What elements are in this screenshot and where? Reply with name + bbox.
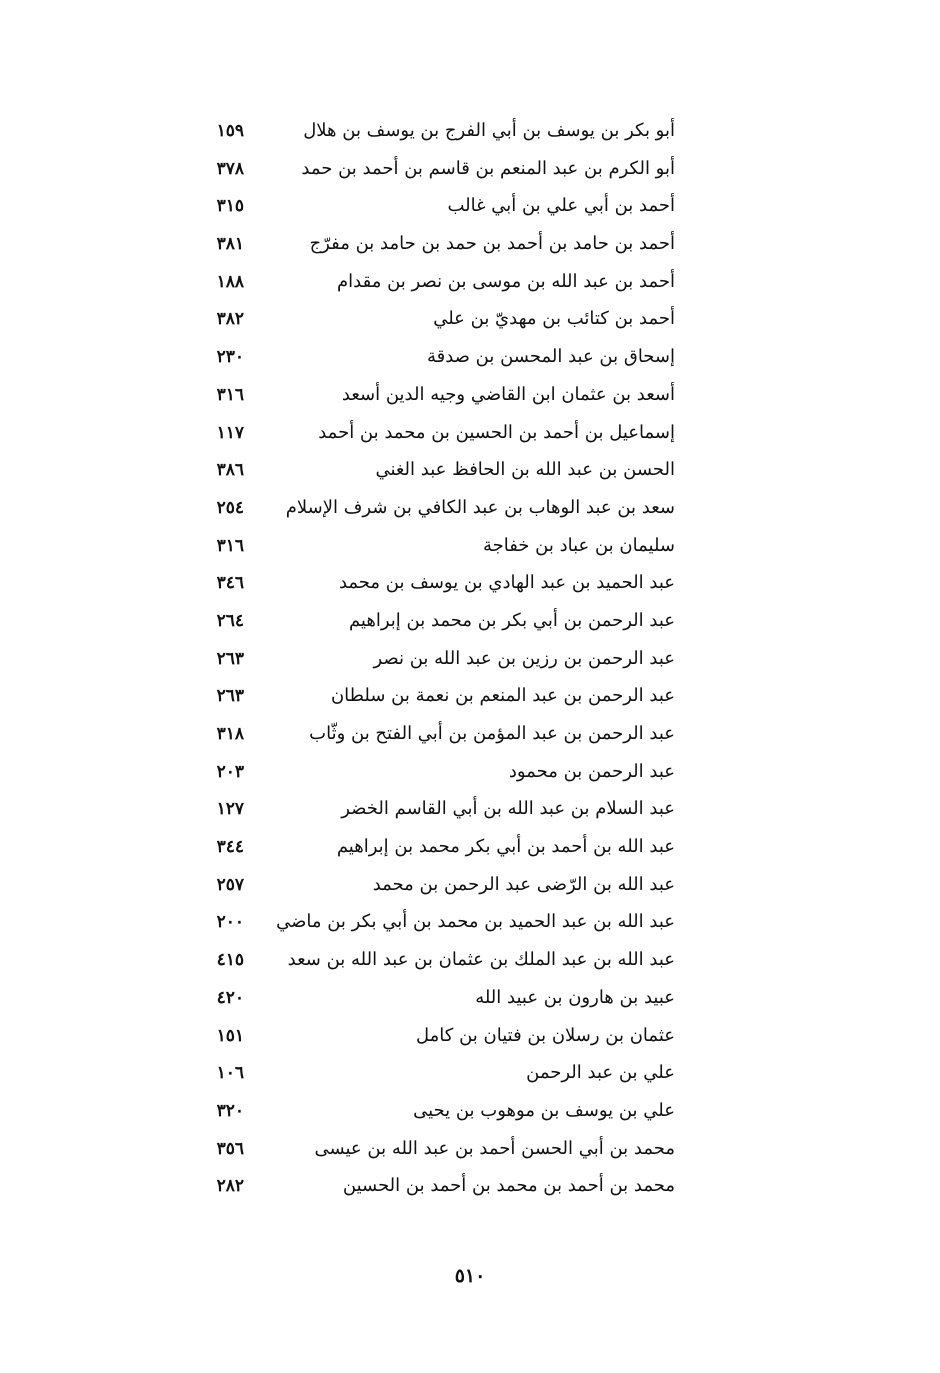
- entry-page-number: ٣٢٠: [216, 1100, 244, 1121]
- entry-page-number: ٢٣٠: [216, 347, 244, 368]
- entry-name: عثمان بن رسلان بن فتيان بن كامل: [416, 1024, 675, 1046]
- entry-name: عبد الحميد بن عبد الهادي بن يوسف بن محمد: [338, 572, 675, 594]
- entry-page-number: ٣٨١: [216, 234, 244, 255]
- entry-name: أحمد بن كتائب بن مهديّ بن علي: [433, 308, 675, 330]
- entry-page-number: ٣١٨: [216, 724, 244, 744]
- entry-name: عبد الرحمن بن رزين بن عبد الله بن نصر: [373, 647, 675, 669]
- index-entry: [200, 338, 675, 376]
- entry-name: علي بن عبد الرحمن: [526, 1062, 675, 1084]
- entry-page-number: ٣٨٦: [216, 460, 244, 481]
- entry-page-number: ٤٢٠: [216, 987, 244, 1008]
- index-entry: [200, 187, 675, 225]
- entry-page-number: ٢٥٧: [216, 874, 244, 895]
- index-entry: [200, 489, 675, 527]
- entry-page-number: ٢٨٢: [216, 1176, 244, 1197]
- page-number: ٥١٠: [454, 1265, 486, 1287]
- index-entry: [200, 1054, 675, 1092]
- entry-name: سليمان بن عباد بن خفاجة: [482, 534, 675, 556]
- index-list: [200, 112, 675, 1205]
- entry-name: محمد بن أبي الحسن أحمد بن عبد الله بن عيسى: [314, 1137, 675, 1159]
- entry-page-number: ٢٦٣: [216, 648, 244, 669]
- entry-page-number: ٢٦٤: [216, 610, 244, 631]
- entry-page-number: ٢٠٠: [216, 912, 244, 933]
- index-entry: [200, 1017, 675, 1055]
- entry-name: أبو الكرم بن عبد المنعم بن قاسم بن أحمد بن حمد: [301, 157, 675, 179]
- entry-name: عبد الله بن عبد الحميد بن محمد بن أبي بكر بن ماضي: [276, 911, 675, 933]
- entry-page-number: ٢٠٣: [216, 761, 244, 782]
- entry-name: أحمد بن أبي علي بن أبي غالب: [447, 195, 675, 217]
- entry-page-number: ٣١٥: [216, 196, 244, 217]
- entry-name: إسماعيل بن أحمد بن الحسين بن محمد بن أحمد: [318, 421, 675, 443]
- entry-name: علي بن يوسف بن موهوب بن يحيى: [413, 1099, 675, 1121]
- index-entry: [200, 414, 675, 452]
- entry-page-number: ٣٤٤: [216, 837, 244, 858]
- entry-name: سعد بن عبد الوهاب بن عبد الكافي بن شرف الإسلام: [285, 496, 675, 518]
- entry-name: محمد بن أحمد بن محمد بن أحمد بن الحسين: [342, 1175, 675, 1197]
- index-entry: [200, 1092, 675, 1130]
- entry-name: عبد الرحمن بن محمود: [508, 760, 675, 782]
- index-entry: [200, 263, 675, 301]
- entry-name: عبد الله بن الرّضى عبد الرحمن بن محمد: [372, 873, 675, 895]
- index-entry: [200, 376, 675, 414]
- index-entry: [200, 640, 675, 678]
- entry-page-number: ١٨٨: [216, 271, 244, 292]
- index-entry: [200, 753, 675, 791]
- entry-page-number: ١١٧: [216, 422, 244, 443]
- entry-page-number: ١٢٧: [216, 799, 244, 820]
- entry-name: الحسن بن عبد الله بن الحافظ عبد الغني: [375, 459, 675, 481]
- index-entry: [200, 866, 675, 904]
- index-entry: [200, 790, 675, 828]
- index-entry: [200, 677, 675, 715]
- entry-name: أبو بكر بن يوسف بن أبي الفرج بن يوسف بن هلال: [303, 120, 675, 141]
- entry-name: أسعد بن عثمان ابن القاضي وجيه الدين أسعد: [341, 383, 675, 405]
- entry-page-number: ٣٥٦: [216, 1138, 244, 1159]
- index-entry: [200, 903, 675, 941]
- index-entry: [200, 150, 675, 188]
- entry-page-number: ٣١٦: [216, 384, 244, 405]
- entry-name: عبد الله بن عبد الملك بن عثمان بن عبد الله بن سعد: [287, 949, 675, 971]
- entry-page-number: ١٠٦: [216, 1063, 244, 1084]
- index-entry: [200, 225, 675, 263]
- index-entry: [200, 1130, 675, 1168]
- entry-page-number: ٣٨٢: [216, 309, 244, 330]
- entry-name: عبد الرحمن بن عبد المنعم بن نعمة بن سلطان: [330, 685, 675, 707]
- entry-page-number: ٣٧٨: [216, 158, 244, 179]
- index-entry: [200, 602, 675, 640]
- entry-page-number: ٣٤٦: [216, 573, 244, 594]
- entry-page-number: ٤١٥: [216, 950, 244, 971]
- index-entry: [200, 564, 675, 602]
- entry-name: عبد السلام بن عبد الله بن أبي القاسم الخضر: [341, 798, 675, 820]
- entry-page-number: ٢٥٤: [216, 497, 244, 518]
- index-entry: [200, 112, 675, 150]
- entry-page-number: ٣١٦: [216, 535, 244, 556]
- index-entry: [200, 979, 675, 1017]
- entry-name: عبد الرحمن بن عبد المؤمن بن أبي الفتح بن وثّاب: [309, 723, 675, 744]
- entry-name: عبيد بن هارون بن عبيد الله: [475, 986, 675, 1008]
- entry-name: عبد الله بن أحمد بن أبي بكر محمد بن إبراهيم: [336, 836, 675, 858]
- index-entry: [200, 451, 675, 489]
- index-entry: [200, 527, 675, 565]
- entry-name: عبد الرحمن بن أبي بكر بن محمد بن إبراهيم: [348, 609, 675, 631]
- entry-page-number: ١٥١: [216, 1025, 244, 1046]
- index-entry: [200, 828, 675, 866]
- index-entry: [200, 941, 675, 979]
- index-entry: [200, 1167, 675, 1205]
- entry-page-number: ٢٦٣: [216, 686, 244, 707]
- index-entry: [200, 715, 675, 753]
- entry-name: أحمد بن حامد بن أحمد بن حمد بن حامد بن مفرّج: [309, 233, 675, 255]
- index-entry: [200, 300, 675, 338]
- entry-name: إسحاق بن عبد المحسن بن صدقة: [426, 346, 675, 368]
- entry-page-number: ١٥٩: [216, 121, 244, 141]
- entry-name: أحمد بن عبد الله بن موسى بن نصر بن مقدام: [337, 270, 675, 292]
